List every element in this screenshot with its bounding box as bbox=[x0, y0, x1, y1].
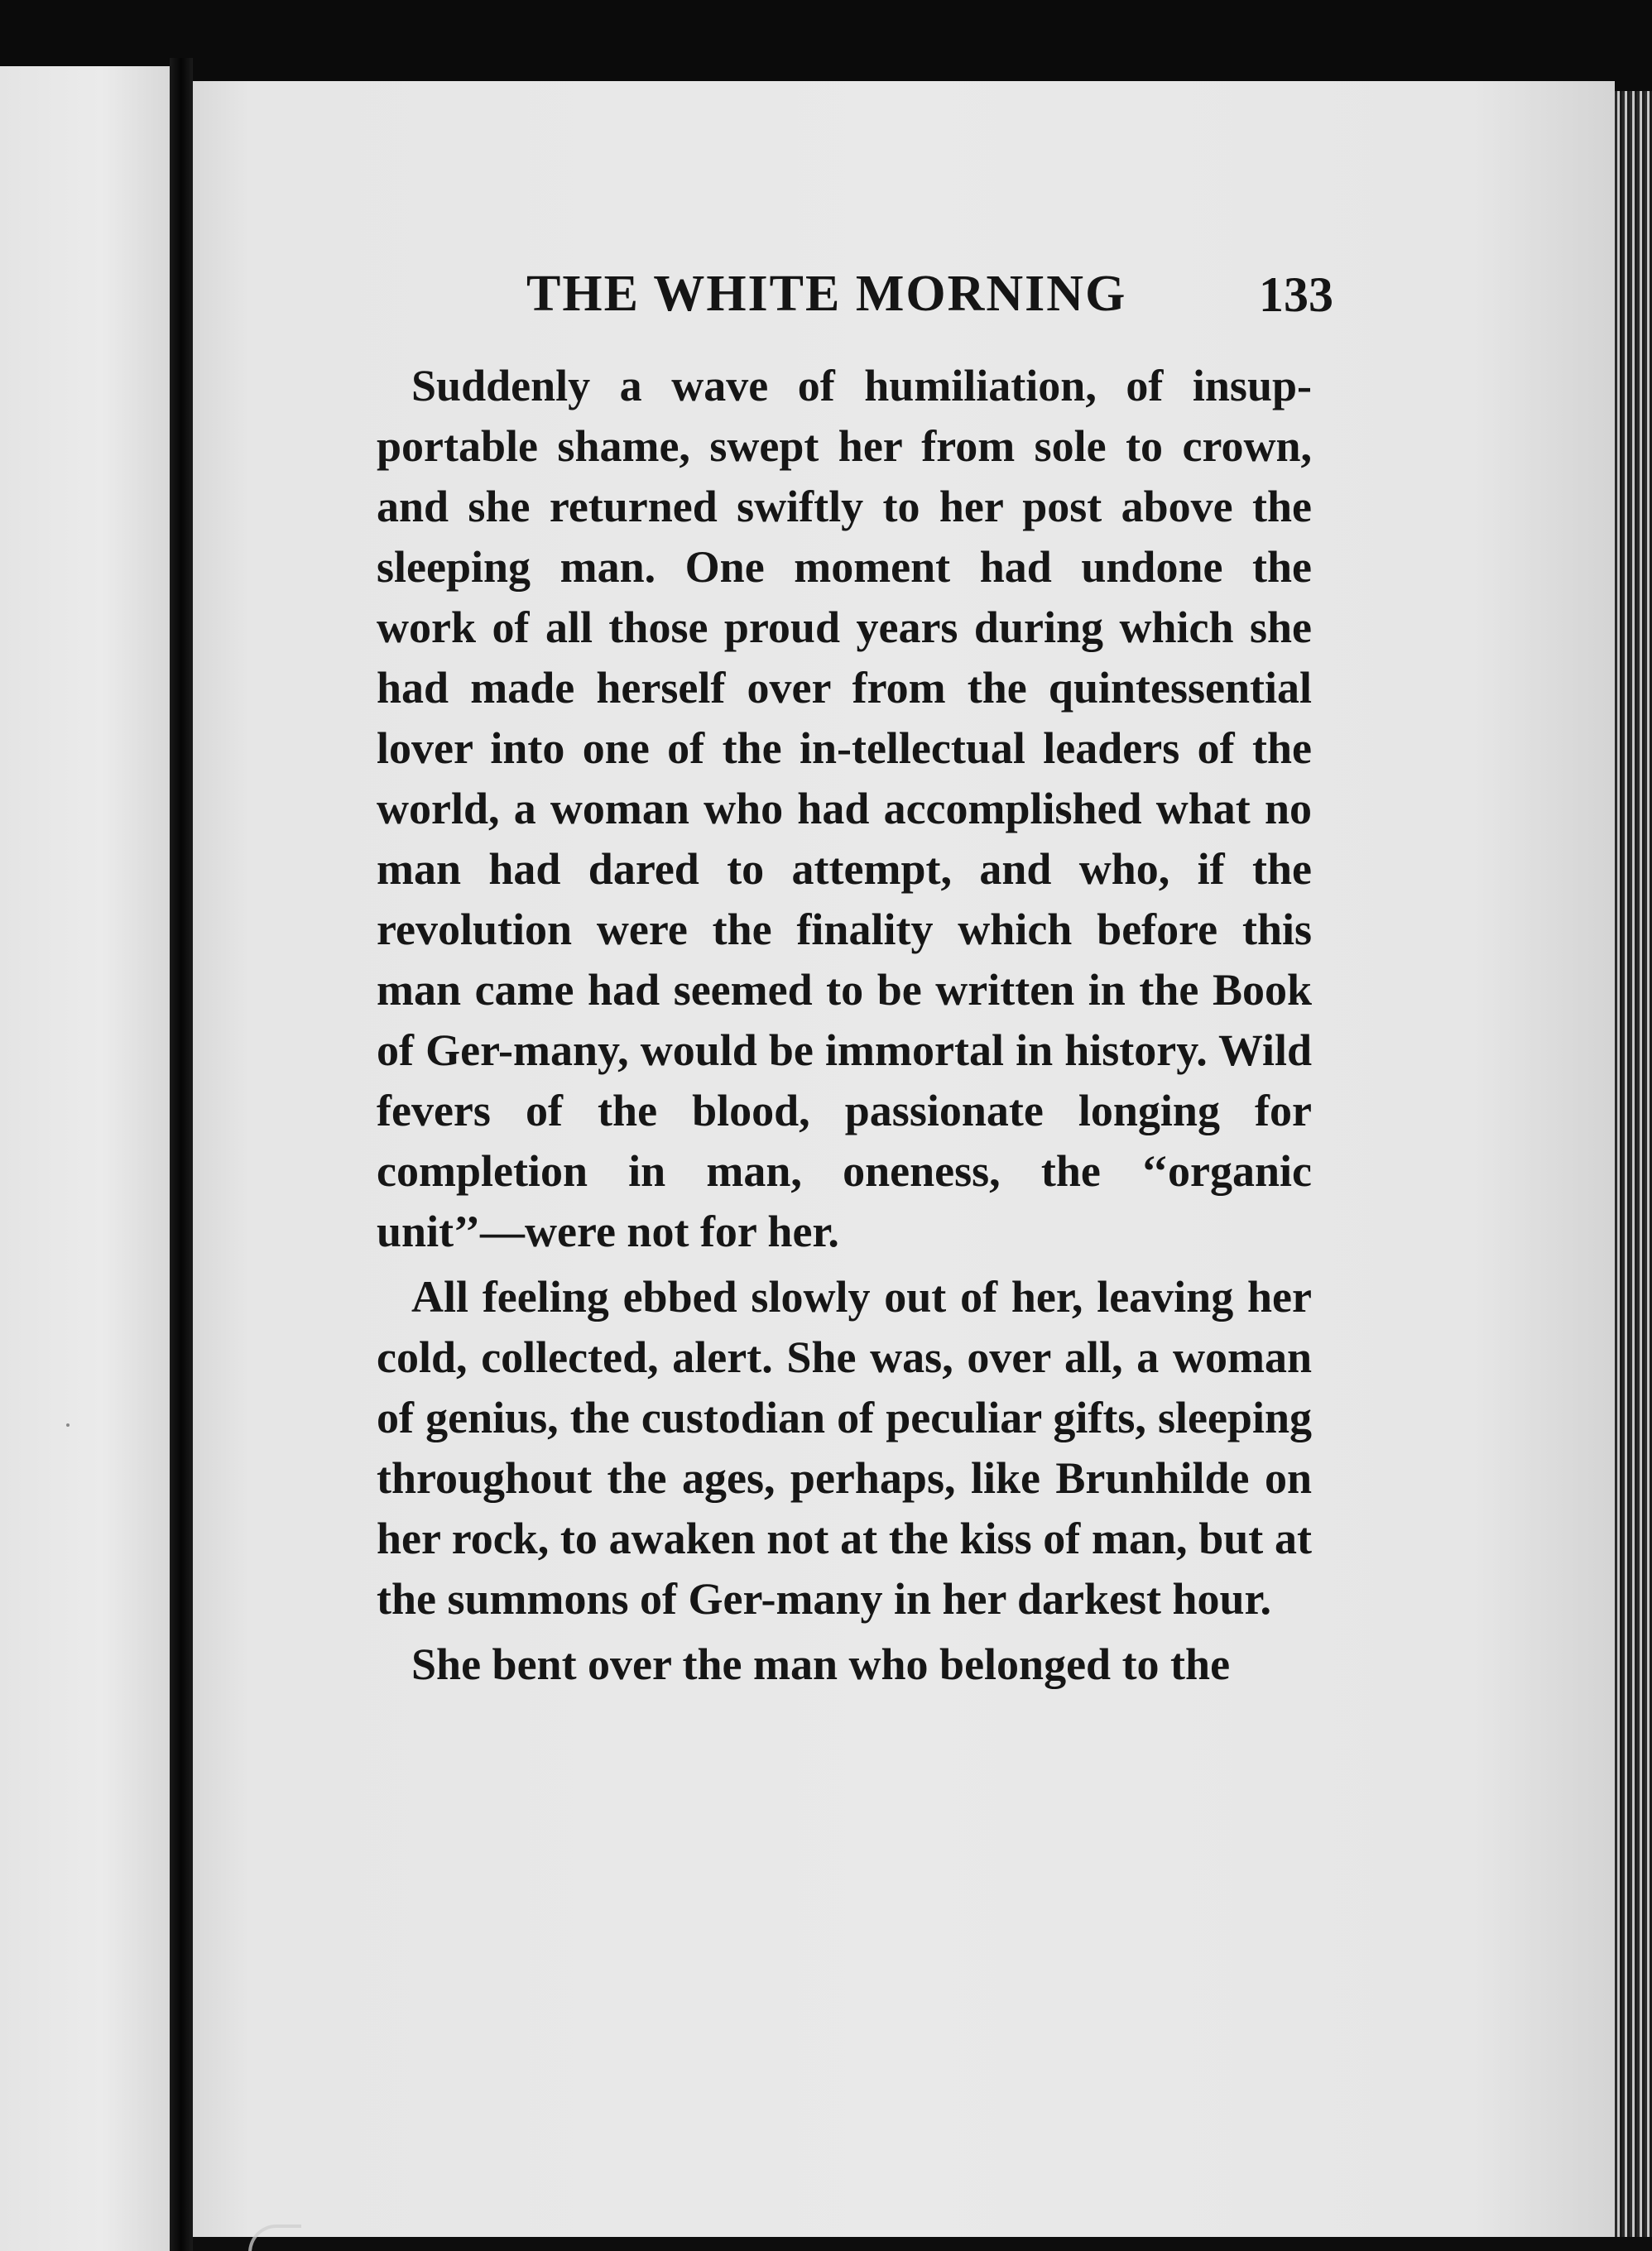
paragraph-1: Suddenly a wave of humiliation, of insup-portable shame, swept her from sole to crown, and she returned swiftly to her post above the sleeping man. One moment had undone the work of all those proud years during which she had made herself over from the quintessential lover into one of the in-tellectual leaders of the world, a woman who had accomplished what no man had dared to attempt, and who, if the revolution were the finality which before this man came had seemed to be written in the Book of Ger-many, would be immortal in history. Wild fevers of the blood, passionate longing for completion in man, oneness, the ‘‘organic unit’’—were not for her. bbox=[377, 361, 1312, 1256]
paragraph-3: She bent over the man who belonged to the bbox=[411, 1639, 1231, 1689]
page-edges bbox=[1615, 91, 1652, 2251]
facing-page-edge bbox=[0, 66, 170, 2251]
running-title: THE WHITE MORNING bbox=[526, 266, 1127, 322]
body-text bbox=[377, 356, 1312, 1700]
speck bbox=[66, 1423, 70, 1427]
running-head bbox=[526, 265, 1333, 339]
bottom-border bbox=[193, 2237, 1652, 2251]
page-number: 133 bbox=[1259, 267, 1333, 322]
paragraph-2: All feeling ebbed slowly out of her, leaving her cold, collected, alert. She was, over all, a woman of genius, the custodian of peculiar gifts, sleeping throughout the ages, perhaps, like Brunhilde on her rock, to awaken not at the kiss of man, but at the summons of Ger-many in her darkest hour. bbox=[377, 1272, 1312, 1624]
book-gutter bbox=[170, 58, 193, 2251]
